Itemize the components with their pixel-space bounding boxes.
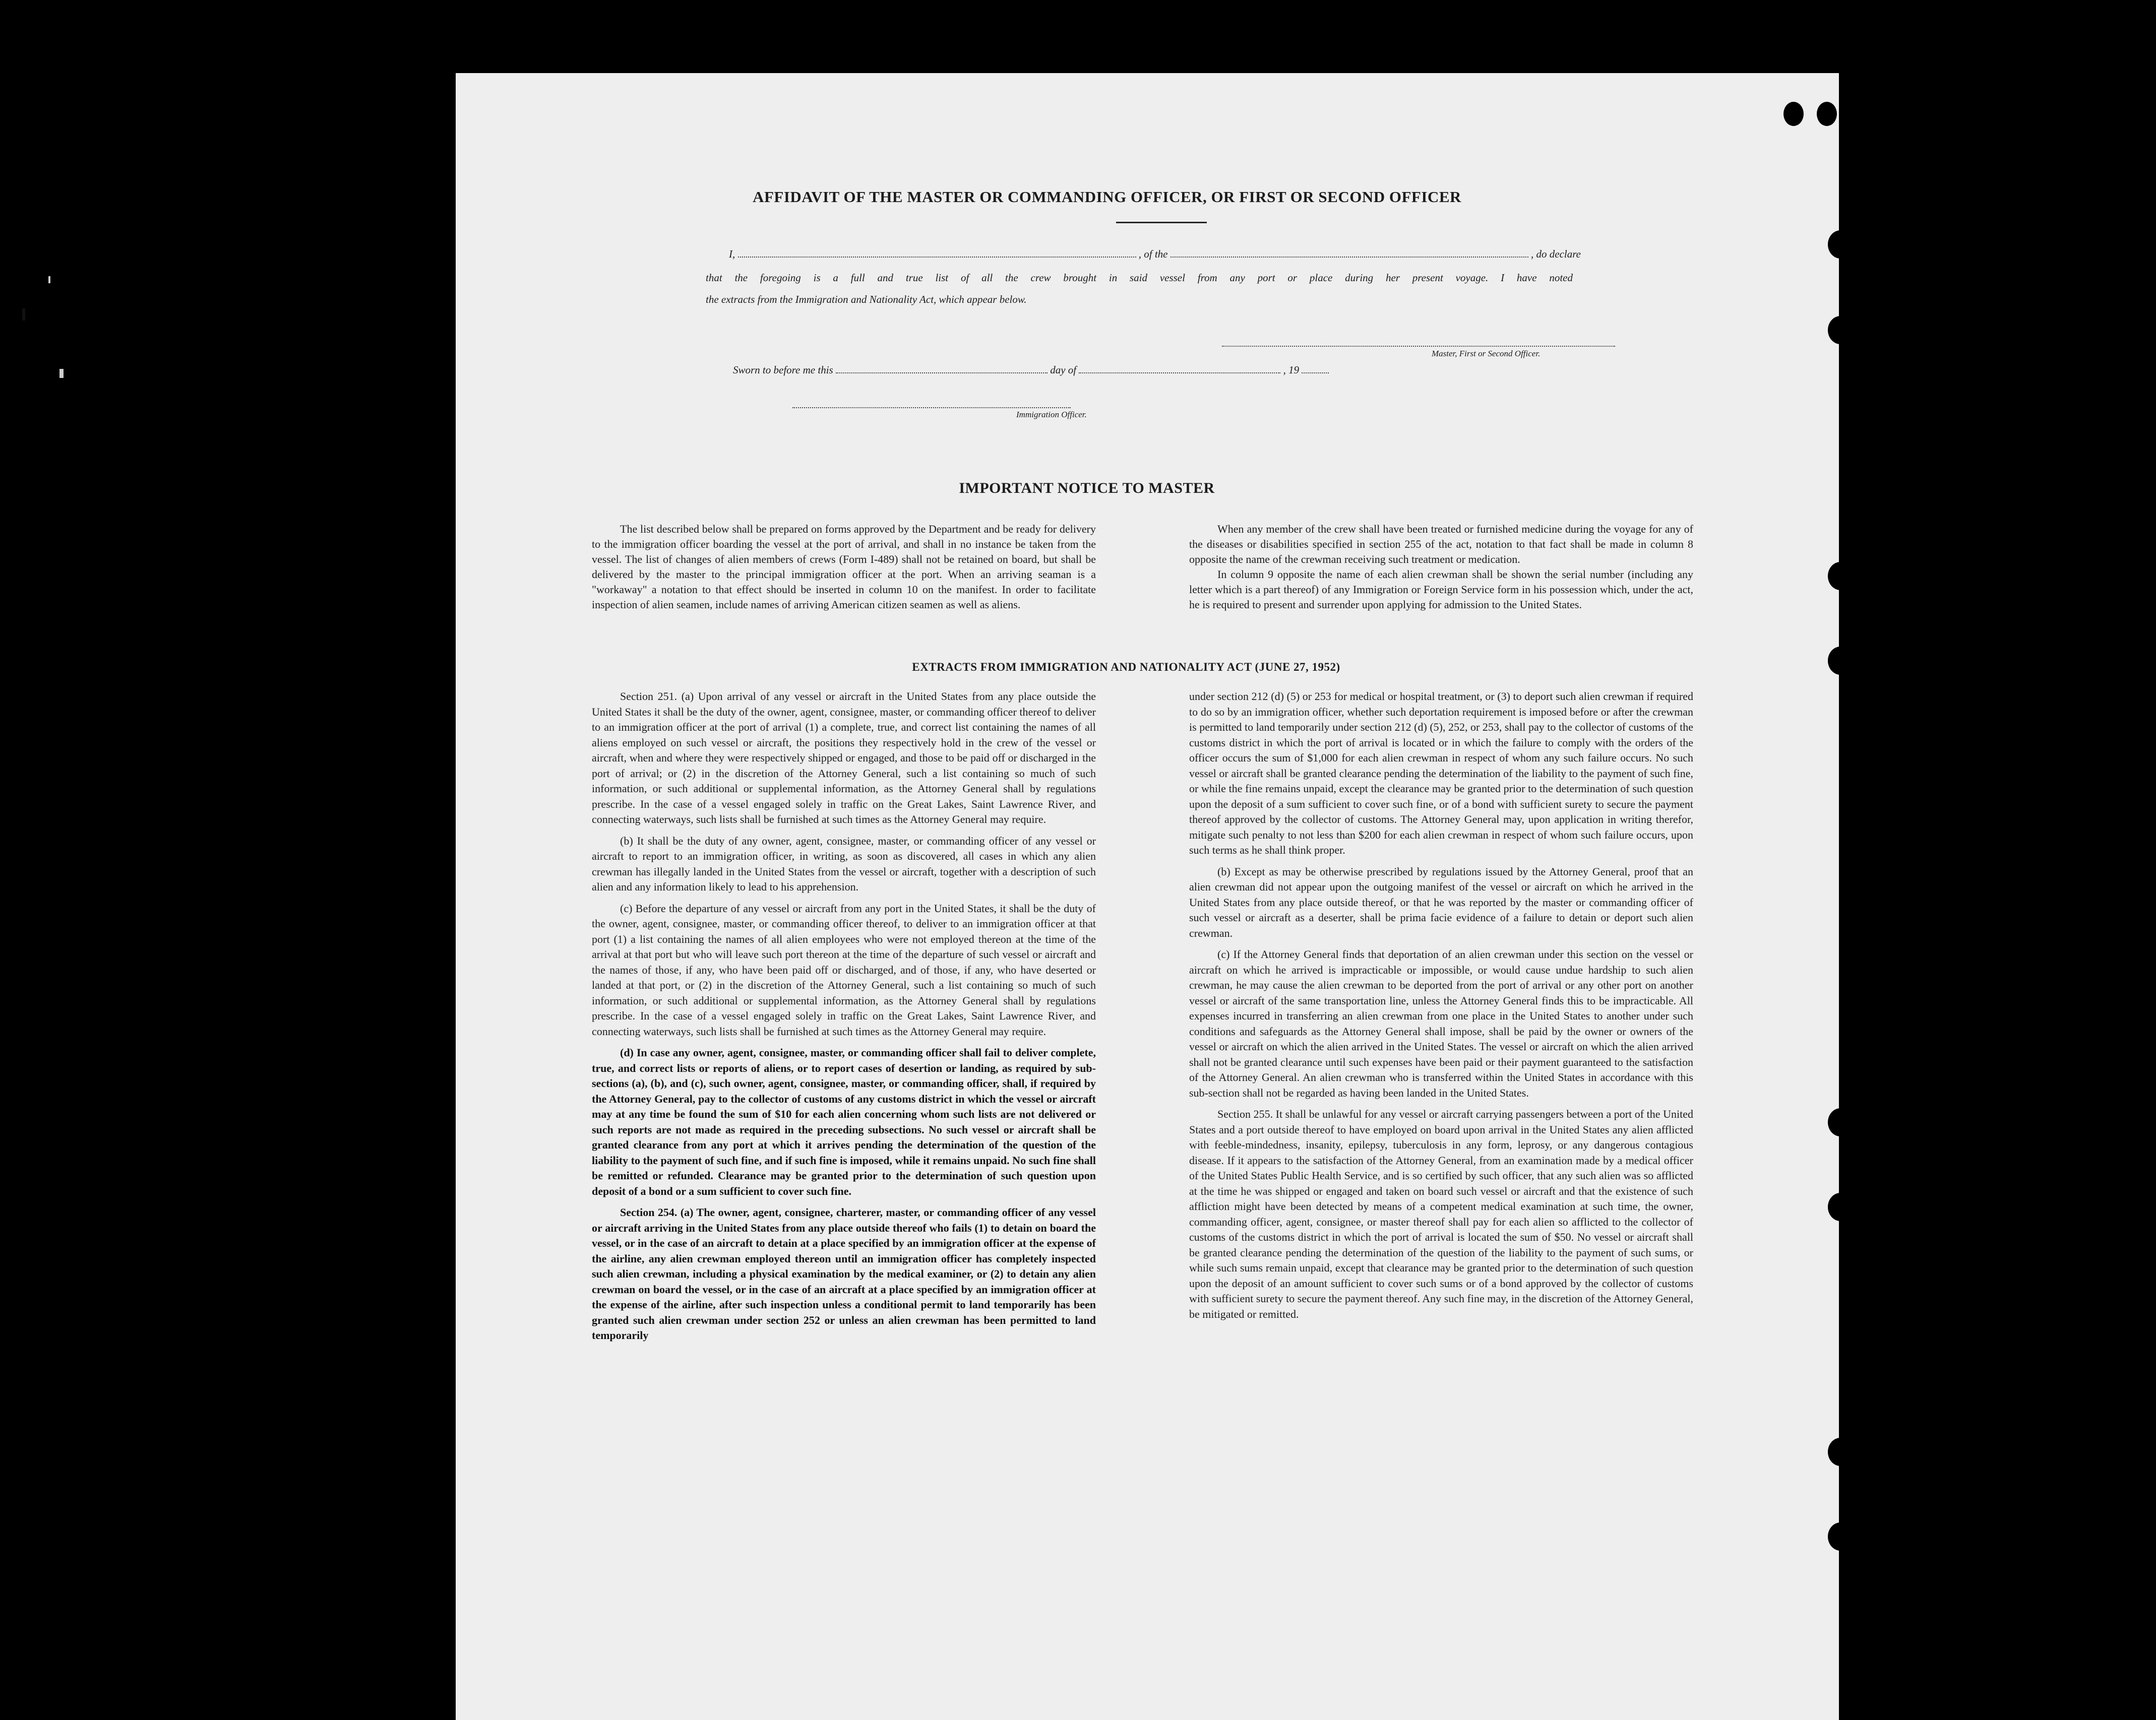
- extract-paragraph: Section 254. (a) The owner, agent, consignee, charterer, master, or commanding officer of any vessel or aircraft arriving in the United States from any place outside thereof who fails (1) to detain on board the vessel, or in the case of an aircraft to detain at a place specified by an immigration officer at the expense of the airline, any alien crewman employed thereon until an immigration officer has completely inspected such alien crewman, including a physical examination by the medical examiner, or (2) to detain any alien crewman on board the vessel, or in the case of an aircraft at a place specified by an immigration officer at the expense of the airline, after such inspection unless a conditional permit to land temporarily has been granted such alien crewman under section 252 or unless an alien crewman has been permitted to land temporarily: [592, 1206, 1096, 1342]
- do-declare-label: , do declare: [1531, 247, 1581, 260]
- extracts-left-column: [592, 689, 1096, 1350]
- day-of-label: day of: [1050, 363, 1077, 376]
- punch-hole: [1783, 102, 1804, 126]
- vessel-field[interactable]: [1171, 247, 1528, 258]
- scan-speck: [59, 369, 64, 378]
- extracts-right-column: [1189, 689, 1693, 1328]
- scan-speck: [48, 276, 50, 283]
- declaration-line-2: that the foregoing is a full and true list of all the crew brought in said vessel from any port or place during her present voyage. I have noted: [706, 271, 1573, 284]
- extract-paragraph: (c) Before the departure of any vessel or aircraft from any port in the United States, it shall be the duty of the owner, agent, consignee, master, or commanding officer thereof, to deliver to an immigration officer at that port (1) a list containing the names of all alien employees who were not employed thereon at the time of the arrival at that port but who will leave such port thereon at the time of the departure of such vessel or aircraft and the names of those, if any, who have been paid off or discharged, and of those, if any, who have deserted or landed at that port, or (2) in the discretion of the Attorney General, such a list containing so much of such information, or such additional or supplemental information, as the Attorney General shall by regulations prescribe. In the case of a vessel engaged solely in traffic on the Great Lakes, Saint Lawrence River, and connecting waterways, such lists shall be furnished at such times as the Attorney General may require.: [592, 902, 1096, 1038]
- name-field[interactable]: [738, 247, 1136, 258]
- punch-hole: [1828, 1522, 1853, 1551]
- sworn-year-field[interactable]: [1302, 363, 1329, 373]
- extract-paragraph: (c) If the Attorney General finds that deportation of an alien crewman under this section on the vessel or aircraft on which he arrived is impracticable or impossible, or would cause undue hardship to such alien crewman, he may cause the alien crewman to be deported from the port of arrival or any other port on another vessel or aircraft of the same transportation line, unless the Attorney General finds this to be impracticable. All expenses incurred in transferring an alien crewman from one place in the United States to another under such conditions and safeguards as the Attorney General shall impose, shall be paid by the owner or owners of the vessel or aircraft on which the alien arrived in the United States. The vessel or aircraft on which the alien arrived shall not be granted clearance until such expenses have been paid or their payment guaranteed to the satisfaction of the Attorney General. An alien crewman who is transferred within the United States in accordance with this sub-section shall not be regarded as having been landed in the United States.: [1189, 948, 1693, 1099]
- declaration-line-1: [706, 247, 1581, 261]
- extract-paragraph: (d) In case any owner, agent, consignee, master, or commanding officer shall fail to deliver complete, true, and correct lists or reports of aliens, or to report cases of desertion or landing, as required by sub-sections (a), (b), and (c), such owner, agent, consignee, master, or commanding officer, shall, if required by the Attorney General, pay to the collector of customs of any customs district in which the vessel or aircraft may at any time be found the sum of $10 for each alien concerning whom such lists are not delivered or such reports are not made as required in the preceding subsections. No such vessel or aircraft shall be granted clearance from any port at which it arrives pending the determination of the question of the liability to the payment of such fine, and if such fine is imposed, while it remains unpaid. No such fine shall be remitted or refunded. Clearance may be granted prior to the determination of such question upon deposit of a bond or a sum sufficient to cover such fine.: [592, 1046, 1096, 1197]
- scan-speck: [22, 308, 25, 321]
- title-rule: [1116, 222, 1207, 223]
- extract-paragraph: under section 212 (d) (5) or 253 for medical or hospital treatment, or (3) to deport such alien crewman if required to do so by an immigration officer, whether such deportation requirement is imposed before or after the crewman is permitted to land temporarily under section 212 (d) (5), 252, or 253, shall pay to the collector of customs of the customs district in which the port of arrival is located or in which the failure to comply with the orders of the officer occurs the sum of $1,000 for each alien crewman in respect of whom any such failure occurs. No such vessel or aircraft shall be granted clearance pending the determination of the liability to the payment of such fine, or while the fine remains unpaid, except the clearance may be granted prior to the determination of such question upon the deposit of a sum sufficient to cover such fine, or of a bond with sufficient surety to secure the payment thereof approved by the collector of customs. The Attorney General may, upon application in writing therefor, mitigate such penalty to not less than $200 for each alien crewman in respect of whom such failure occurs, upon such terms as he shall think proper.: [1189, 690, 1693, 856]
- officer-caption: Immigration Officer.: [1016, 410, 1087, 419]
- extracts-title: EXTRACTS FROM IMMIGRATION AND NATIONALITY ACT (JUNE 27, 1952): [912, 661, 1340, 673]
- sworn-prefix: Sworn to before me this: [733, 363, 833, 376]
- notice-left-paragraph: The list described below shall be prepared on forms approved by the Department and be ready for delivery to the immigration officer boarding the vessel at the port of arrival, and shall in no instance be taken from the vessel. The list of changes of alien members of crews (Form I-489) shall not be retained on board, but shall be delivered by the master to the principal immigration officer at the port. When an arriving seaman is a "workaway" a notation to that effect should be inserted in column 10 on the manifest. In order to facilitate inspection of alien seamen, include names of arriving American citizen seamen as well as aliens.: [592, 523, 1096, 611]
- form-page: [456, 73, 1839, 1720]
- punch-hole: [1828, 316, 1853, 344]
- notice-left-column: [592, 522, 1096, 618]
- master-signature-line[interactable]: [1222, 346, 1615, 347]
- punch-hole: [1828, 1438, 1853, 1466]
- affidavit-title: AFFIDAVIT OF THE MASTER OR COMMANDING OFFICER, OR FIRST OR SECOND OFFICER: [753, 188, 1461, 206]
- punch-hole: [1828, 647, 1853, 675]
- of-the-label: , of the: [1138, 247, 1168, 260]
- sworn-day-field[interactable]: [836, 363, 1048, 373]
- year-label: , 19: [1283, 363, 1300, 376]
- sworn-month-field[interactable]: [1079, 363, 1280, 373]
- declaration-line-3: the extracts from the Immigration and Nationality Act, which appear below.: [706, 293, 1027, 305]
- notice-title: IMPORTANT NOTICE TO MASTER: [959, 480, 1215, 496]
- i-label: I,: [729, 247, 735, 260]
- master-caption: Master, First or Second Officer.: [1432, 349, 1541, 358]
- declaration: [706, 247, 1581, 306]
- notice-right-paragraph-2: In column 9 opposite the name of each alien crewman shall be shown the serial number (including any letter which is a part thereof) of any Immigration or Foreign Service form in his possession which, under the act, he is required to present and surrender upon applying for admission to the United States.: [1189, 568, 1693, 611]
- punch-hole: [1828, 1108, 1853, 1136]
- punch-hole: [1828, 1193, 1853, 1221]
- extract-paragraph: Section 255. It shall be unlawful for any vessel or aircraft carrying passengers between a port of the United States and a port outside thereof to have employed on board upon arrival in the United States any alien afflicted with feeble-mindedness, insanity, epilepsy, tuberculosis in any form, leprosy, or any dangerous contagious disease. If it appears to the satisfaction of the Attorney General, from an examination made by a medical officer of the United States Public Health Service, and is so certified by such officer, that any such alien was so afflicted at the time he was shipped or engaged and taken on board such vessel or aircraft and that the existence of such affliction might have been detected by means of a competent medical examination at such time, the owner, commanding officer, agent, consignee, or master thereof shall pay for each alien so afflicted to the collector of customs of the customs district in which the port of arrival is located the sum of $50. No vessel or aircraft shall be granted clearance pending the determination of the question of the liability to the payment of such sums, or while such sums remain unpaid, except that clearance may be granted prior to the determination of such question upon the deposit of an amount sufficient to cover such sums or of a bond approved by the collector of customs with sufficient surety to secure the payment thereof. Any such fine may, in the discretion of the Attorney General, be mitigated or remitted.: [1189, 1108, 1693, 1320]
- notice-right-column: [1189, 522, 1693, 618]
- extract-paragraph: (b) It shall be the duty of any owner, agent, consignee, master, or commanding officer of any vessel or aircraft to report to an immigration officer, in writing, as soon as discovered, all cases in which any alien crewman has illegally landed in the United States from the vessel or aircraft, together with a description of such alien and any information likely to lead to his apprehension.: [592, 834, 1096, 893]
- punch-hole: [1828, 562, 1853, 590]
- extract-paragraph: Section 251. (a) Upon arrival of any vessel or aircraft in the United States from any place outside the United States it shall be the duty of the owner, agent, consignee, master, or commanding officer thereof to deliver to an immigration officer at the port of arrival (1) a complete, true, and correct list containing the names of all aliens employed on such vessel or aircraft, the positions they respectively hold in the crew of the vessel or aircraft, when and where they were respectively shipped or engaged, and those to be paid off or discharged in the port of arrival; or (2) in the discretion of the Attorney General, such a list containing so much of such information, or such additional or supplemental information, as the Attorney General shall by regulations prescribe. In the case of a vessel engaged solely in traffic on the Great Lakes, Saint Lawrence River, and connecting waterways, such lists shall be furnished at such times as the Attorney General may require.: [592, 690, 1096, 825]
- punch-hole: [1817, 102, 1837, 126]
- officer-signature-line[interactable]: [792, 407, 1071, 408]
- extract-paragraph: (b) Except as may be otherwise prescribed by regulations issued by the Attorney General, proof that an alien crewman did not appear upon the outgoing manifest of the vessel or aircraft on which he arrived in the United States from any place outside thereof, or that he was reported by the master or commanding officer of such vessel or aircraft as a deserter, shall be prima facie evidence of a failure to detain or deport such alien crewman.: [1189, 865, 1693, 939]
- punch-hole: [1828, 230, 1853, 259]
- notice-right-paragraph-1: When any member of the crew shall have been treated or furnished medicine during the voyage for any of the diseases or disabilities specified in section 255 of the act, notation to that fact shall be made in column 8 opposite the name of the crewman receiving such treatment or medication.: [1189, 523, 1693, 565]
- sworn-line: [733, 363, 1329, 376]
